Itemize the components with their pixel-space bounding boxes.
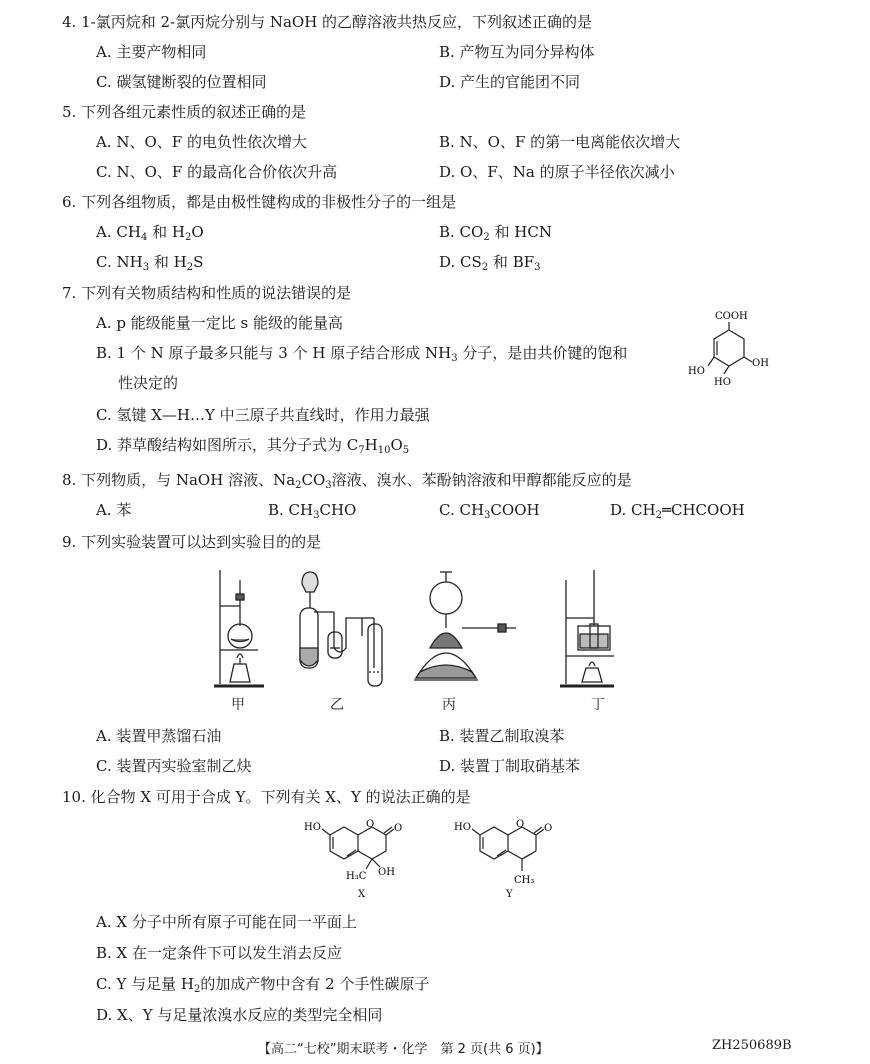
q6-option-a: A. $CH_4$ 和 $H_2O$ [96, 223, 204, 243]
apparatus-jia [210, 566, 270, 692]
x-ho-label: HO [304, 822, 321, 833]
apparatus-bing [410, 568, 530, 694]
q10-option-a: A. X 分子中所有原子可能在同一平面上 [96, 913, 357, 931]
q9-option-c: C. 装置丙实验室制乙炔 [96, 757, 252, 775]
y-carbonyl-o-label: O [544, 823, 553, 834]
q9-stem: 9. 下列实验装置可以达到实验目的的是 [62, 533, 322, 551]
x-carbonyl-o-label: O [394, 823, 403, 834]
compound-y-structure [450, 815, 570, 901]
q4-option-b: B. 产物互为同分异构体 [439, 43, 595, 61]
q7-option-b-continued: 性决定的 [118, 374, 179, 392]
q8-option-d: D. $CH_2═CHCOOH$ [610, 501, 745, 521]
q6-option-b: B. $CO_2$ 和 HCN [439, 223, 552, 243]
y-ho-label: HO [454, 822, 471, 833]
q7-stem: 7. 下列有关物质结构和性质的说法错误的是 [62, 284, 352, 302]
shikimic-acid-structure [684, 306, 784, 392]
q10-option-d: D. X、Y 与足量浓溴水反应的类型完全相同 [96, 1006, 383, 1024]
q5-option-b: B. N、O、F 的第一电离能依次增大 [439, 133, 681, 151]
q4-option-d: D. 产生的官能团不同 [439, 73, 581, 91]
x-h3c-label: H₃C [346, 871, 367, 882]
q8-option-b: B. $CH_3CHO$ [268, 501, 357, 521]
q5-option-a: A. N、O、F 的电负性依次增大 [96, 133, 307, 151]
q4-option-c: C. 碳氢键断裂的位置相同 [96, 73, 267, 91]
x-ring-o-label: O [366, 819, 375, 830]
x-name-label: X [358, 889, 366, 900]
y-name-label: Y [506, 889, 513, 900]
q7-option-c: C. 氢键 X—H…Y 中三原子共直线时，作用力最强 [96, 406, 430, 424]
y-ring-o-label: O [516, 819, 525, 830]
q7-option-b: B. 1 个 N 原子最多只能与 3 个 H 原子结合形成 $NH_3$ 分子，是由共价键的饱和 [96, 344, 628, 364]
q4-stem: 4. 1-氯丙烷和 2-氯丙烷分别与 NaOH 的乙醇溶液共热反应，下列叙述正确的是 [62, 13, 593, 31]
footer-title: 【高二“七校”期末联考・化学 第 2 页(共 6 页)】 [258, 1042, 549, 1057]
label-yi: 乙 [330, 697, 344, 713]
compound-x-structure [300, 815, 420, 901]
q8-stem: 8. 下列物质，与 NaOH 溶液、$Na_2CO_3$溶液、溴水、苯酚钠溶液和甲醇都能反应的是 [62, 471, 632, 491]
q8-option-c: C. $CH_3COOH$ [439, 501, 540, 521]
label-jia: 甲 [231, 697, 245, 713]
q10-stem: 10. 化合物 X 可用于合成 Y。下列有关 X、Y 的说法正确的是 [62, 788, 471, 806]
q5-option-c: C. N、O、F 的最高化合价依次升高 [96, 163, 338, 181]
apparatus-yi [290, 568, 390, 692]
q10-option-c: C. Y 与足量 $H_2$的加成产物中含有 2 个手性碳原子 [96, 975, 430, 995]
apparatus-ding [556, 566, 620, 690]
q9-option-d: D. 装置丁制取硝基苯 [439, 757, 581, 775]
oh-label: OH [752, 358, 769, 369]
q5-option-d: D. O、F、Na 的原子半径依次减小 [439, 163, 675, 181]
y-ch3-label: CH₃ [514, 875, 535, 886]
q7-option-d: D. 莽草酸结构如图所示，其分子式为 $C_7H_{10}O_5$ [96, 436, 410, 456]
q9-option-b: B. 装置乙制取溴苯 [439, 727, 565, 745]
q4-option-a: A. 主要产物相同 [96, 43, 207, 61]
q9-option-a: A. 装置甲蒸馏石油 [96, 727, 222, 745]
q8-option-a: A. 苯 [96, 501, 132, 519]
q6-option-c: C. $NH_3$ 和 $H_2S$ [96, 253, 204, 273]
q6-stem: 6. 下列各组物质，都是由极性键构成的非极性分子的一组是 [62, 193, 457, 211]
x-oh-label: OH [378, 867, 395, 878]
q6-option-d: D. $CS_2$ 和 $BF_3$ [439, 253, 541, 273]
ho-label-left: HO [688, 366, 705, 377]
label-ding: 丁 [591, 697, 605, 713]
label-bing: 丙 [442, 697, 456, 713]
q5-stem: 5. 下列各组元素性质的叙述正确的是 [62, 103, 307, 121]
footer-code: ZH250689B [712, 1038, 792, 1053]
q7-option-a: A. p 能级能量一定比 s 能级的能量高 [96, 314, 343, 332]
ho-label-bottom: HO [714, 377, 731, 388]
q10-option-b: B. X 在一定条件下可以发生消去反应 [96, 944, 343, 962]
cooh-label: COOH [715, 311, 748, 322]
